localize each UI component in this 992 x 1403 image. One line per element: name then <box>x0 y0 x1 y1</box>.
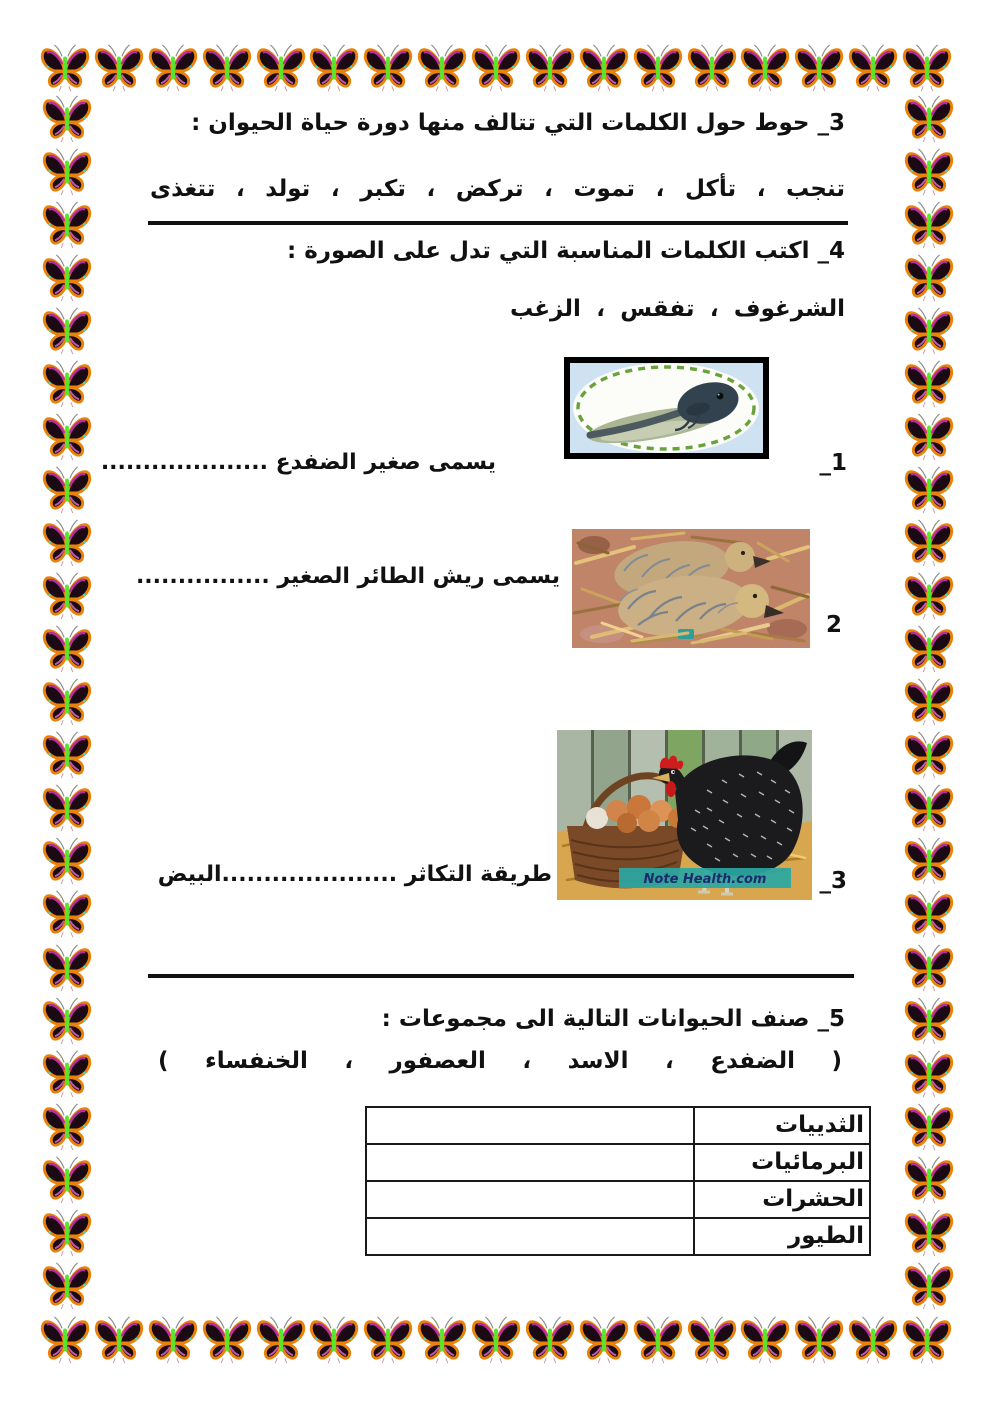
butterfly-icon <box>42 519 92 567</box>
butterfly-icon <box>904 360 954 408</box>
butterfly-icon <box>42 413 92 461</box>
item-2-number: 2 <box>825 612 842 638</box>
butterfly-icon <box>363 44 413 92</box>
butterfly-icon <box>904 944 954 992</box>
butterfly-icon <box>42 95 92 143</box>
butterfly-icon <box>904 95 954 143</box>
butterfly-icon <box>794 44 844 92</box>
classification-table <box>365 1106 871 1256</box>
item-3-number: 3_ <box>819 868 847 894</box>
butterfly-icon <box>42 837 92 885</box>
butterfly-icon <box>902 44 952 92</box>
butterfly-icon <box>579 44 629 92</box>
butterfly-border-right <box>904 95 954 1310</box>
table-answer-cell <box>367 1108 693 1143</box>
butterfly-icon <box>42 678 92 726</box>
butterfly-icon <box>794 1316 844 1364</box>
table-row <box>367 1217 869 1254</box>
butterfly-icon <box>471 44 521 92</box>
butterfly-border-bottom <box>40 1316 952 1364</box>
butterfly-icon <box>42 944 92 992</box>
photo-watermark-text: Note Health.com <box>643 872 767 887</box>
butterfly-icon <box>904 572 954 620</box>
butterfly-icon <box>740 1316 790 1364</box>
butterfly-icon <box>904 201 954 249</box>
butterfly-icon <box>42 1262 92 1310</box>
butterfly-icon <box>904 1156 954 1204</box>
butterfly-icon <box>309 44 359 92</box>
butterfly-icon <box>904 148 954 196</box>
butterfly-icon <box>904 997 954 1045</box>
table-row <box>367 1143 869 1180</box>
chicks-photo-svg <box>572 529 810 648</box>
butterfly-icon <box>202 44 252 92</box>
butterfly-icon <box>904 678 954 726</box>
butterfly-icon <box>417 1316 467 1364</box>
butterfly-icon <box>94 1316 144 1364</box>
butterfly-icon <box>740 44 790 92</box>
butterfly-icon <box>904 466 954 514</box>
table-answer-cell <box>367 1145 693 1180</box>
table-label-birds: الطيور <box>693 1219 869 1254</box>
item-1-caption: يسمى صغير الضفدع .................... <box>100 450 496 475</box>
table-row <box>367 1180 869 1217</box>
butterfly-icon <box>904 519 954 567</box>
butterfly-icon <box>42 1103 92 1151</box>
table-answer-cell <box>367 1219 693 1254</box>
butterfly-icon <box>904 254 954 302</box>
butterfly-icon <box>904 1209 954 1257</box>
butterfly-icon <box>40 1316 90 1364</box>
butterfly-icon <box>848 1316 898 1364</box>
butterfly-icon <box>902 1316 952 1364</box>
butterfly-icon <box>42 1156 92 1204</box>
table-label-amphibians: البرمائيات <box>693 1145 869 1180</box>
butterfly-icon <box>904 890 954 938</box>
butterfly-icon <box>904 1050 954 1098</box>
chicks-photo <box>572 529 810 648</box>
butterfly-icon <box>525 44 575 92</box>
butterfly-icon <box>471 1316 521 1364</box>
butterfly-icon <box>904 307 954 355</box>
butterfly-icon <box>40 44 90 92</box>
butterfly-icon <box>42 148 92 196</box>
butterfly-icon <box>42 1209 92 1257</box>
butterfly-icon <box>94 44 144 92</box>
butterfly-icon <box>904 784 954 832</box>
hen-photo-svg <box>557 730 812 900</box>
butterfly-icon <box>525 1316 575 1364</box>
butterfly-icon <box>904 413 954 461</box>
item-3-caption: طريقة التكاثر .....................البيض <box>157 862 552 887</box>
butterfly-icon <box>633 44 683 92</box>
butterfly-border-top <box>40 44 952 92</box>
butterfly-icon <box>904 837 954 885</box>
butterfly-icon <box>148 44 198 92</box>
butterfly-icon <box>904 1103 954 1151</box>
tadpole-photo-frame <box>564 357 769 459</box>
butterfly-icon <box>42 890 92 938</box>
butterfly-icon <box>904 625 954 673</box>
butterfly-icon <box>904 731 954 779</box>
butterfly-icon <box>579 1316 629 1364</box>
butterfly-icon <box>687 44 737 92</box>
butterfly-icon <box>42 625 92 673</box>
butterfly-icon <box>42 254 92 302</box>
item-2-caption: يسمى ريش الطائر الصغير ................ <box>135 564 560 589</box>
butterfly-icon <box>42 731 92 779</box>
butterfly-icon <box>42 997 92 1045</box>
butterfly-icon <box>633 1316 683 1364</box>
butterfly-icon <box>687 1316 737 1364</box>
butterfly-icon <box>42 784 92 832</box>
butterfly-icon <box>42 572 92 620</box>
item-1-number: 1_ <box>819 450 847 476</box>
butterfly-icon <box>42 201 92 249</box>
butterfly-icon <box>363 1316 413 1364</box>
question-4-heading: 4_ اكتب الكلمات المناسبة التي تدل على الصورة : <box>287 238 845 264</box>
hen-photo <box>557 730 812 900</box>
butterfly-icon <box>202 1316 252 1364</box>
table-label-mammals: الثدييات <box>693 1108 869 1143</box>
table-answer-cell <box>367 1182 693 1217</box>
butterfly-icon <box>42 360 92 408</box>
butterfly-icon <box>42 1050 92 1098</box>
butterfly-icon <box>42 307 92 355</box>
butterfly-icon <box>904 1262 954 1310</box>
table-row <box>367 1108 869 1143</box>
table-label-insects: الحشرات <box>693 1182 869 1217</box>
question-3-heading: 3_ حوط حول الكلمات التي تتالف منها دورة حياة الحيوان : <box>191 110 845 136</box>
tadpole-photo <box>570 363 763 453</box>
section-divider <box>148 221 848 225</box>
butterfly-icon <box>42 466 92 514</box>
question-4-word-bank: الشرغوف ، تفقس ، الزغب <box>510 296 845 322</box>
butterfly-icon <box>417 44 467 92</box>
question-3-word-bank: تنجب ، تأكل ، تموت ، تركض ، تكبر ، تولد ، تتغذى <box>150 176 845 202</box>
butterfly-icon <box>256 1316 306 1364</box>
butterfly-border-left <box>42 95 92 1310</box>
section-divider <box>148 974 854 978</box>
butterfly-icon <box>256 44 306 92</box>
butterfly-icon <box>848 44 898 92</box>
butterfly-icon <box>309 1316 359 1364</box>
question-5-heading: 5_ صنف الحيوانات التالية الى مجموعات : <box>381 1006 845 1032</box>
question-5-animal-list: ( الضفدع ، الاسد ، العصفور ، الخنفساء ) <box>158 1048 842 1074</box>
butterfly-icon <box>148 1316 198 1364</box>
